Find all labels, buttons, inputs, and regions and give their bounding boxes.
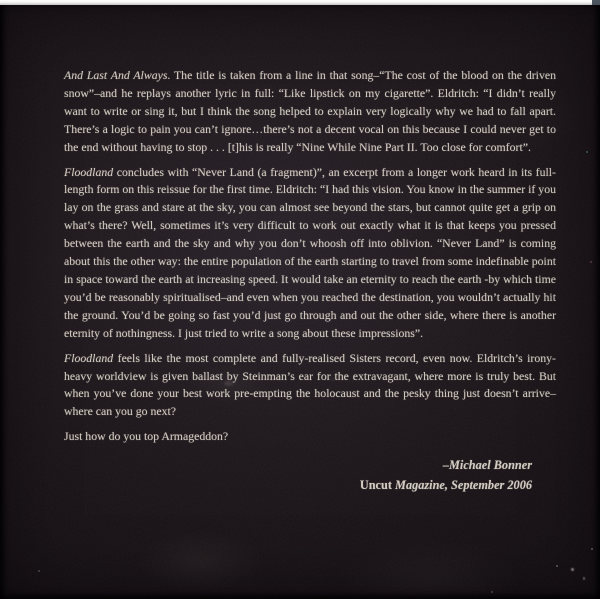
text-segment: . The title is taken from a line in that song–“The cost of the blood on the driven snow”–and he replays another lyric in full: “Like lipstick on my cigarette”. Eldritch: “I didn’t really want to write or sing it, but I think the song helped to explain very logically why we had to fall apart. There’s a logic to pain you can’t ignore…there’s not a decent vocal on this because I could never get to the end without having to stop . . . [t]his is really “Nine While Nine Part II. Too close for comfort”. [64,68,556,154]
article-text [64,67,556,496]
paragraph [64,350,556,422]
dust-speck [38,570,40,572]
dust-speck [556,565,558,567]
paragraph [64,428,556,446]
text-segment: Floodland [64,350,114,365]
text-segment: Just how do you top Armageddon? [64,429,229,444]
text-segment: –Michael Bonner [442,458,532,473]
text-segment: concludes with “Never Land (a fragment)”, an excerpt from a longer work heard in its full-length form on this reissue for the first time. Eldritch: “I had this vision. You know in the summer if you lay on the grass and stare at the sky, you can almost see beyond the stars, but cannot quite get a grip on what’s there? Well, sometimes it’s very difficult to work out exactly what it is that keeps you pressed between the earth and the sky and why you don’t whoosh off into oblivion. “Never Land” is coming about this the other way: the entire population of the earth starting to travel from some indefinable point in space toward the earth at increasing speed. It would take an eternity to reach the earth -by which time you’d be reasonably spiritualised–and even when you reached the destination, you wouldn’t actually hit the ground. You’d be going so fast you’d just go through and out the other side, where there is another eternity of nothingness. I just tried to write a song about these impressions”. [64,164,556,340]
dust-speck [591,548,593,550]
text-segment: Uncut [359,478,396,493]
dust-speck [590,261,592,263]
dust-speck [571,568,574,571]
text-segment: Magazine, September 2006 [395,478,532,493]
text-segment: feels like the most complete and fully-realised Sisters record, even now. Eldritch’s irony-heavy worldview is given ballast by Steinman’s ear for the extravagant, where more is truly best. But when you’ve done your best work pre-empting the holocaust and the pesky thing just doesn’t arrive–where can you go next? [64,350,556,419]
attribution [64,455,556,496]
scan-edge-strip [0,0,600,5]
text-segment: And Last And Always [64,68,168,82]
attribution-line [64,455,532,475]
dust-speck [586,151,588,153]
dust-speck [491,591,493,593]
scan-edge-strip-corner [592,0,600,5]
paragraph [64,67,556,157]
attribution-line [64,475,532,495]
text-segment: Floodland [64,164,114,179]
dust-speck [583,577,585,580]
paragraph [64,164,556,343]
